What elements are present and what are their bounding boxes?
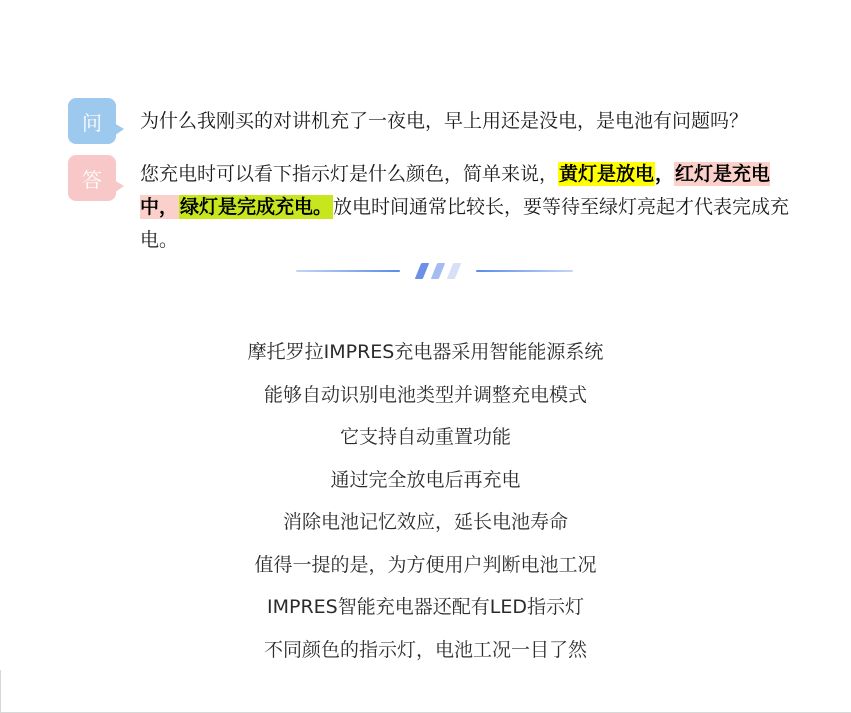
answer-segment-plain-2: 放电时间通常比较长，要等待至绿灯亮起才代表完成充电。	[140, 196, 790, 251]
answer-segment-comma: ，	[655, 163, 675, 185]
answer-segment-plain-1: 您充电时可以看下指示灯是什么颜色，简单来说，	[140, 163, 559, 185]
page-edge-left	[0, 670, 1, 713]
body-line: IMPRES智能充电器还配有LED指示灯	[267, 596, 584, 618]
section-divider	[296, 262, 577, 280]
divider-line-right	[476, 270, 573, 272]
question-badge	[68, 98, 116, 144]
answer-badge	[68, 155, 116, 201]
slash-icon-3	[447, 263, 461, 279]
body-line: 能够自动识别电池类型并调整充电模式	[263, 383, 587, 406]
pixel-artifact	[47, 679, 56, 682]
body-line: 消除电池记忆效应，延长电池寿命	[282, 511, 568, 533]
answer-badge-label: 答	[82, 167, 102, 192]
body-line: 值得一提的是，为方便用户判断电池工况	[254, 553, 597, 576]
slash-icon-2	[431, 263, 445, 279]
answer-badge-tail	[114, 180, 124, 193]
answer-segment-highlight-green: 绿灯是完成充电。	[180, 196, 333, 218]
question-text: 为什么我刚买的对讲机充了一夜电，早上用还是没电，是电池有问题吗？	[140, 110, 749, 132]
body-line: 不同颜色的指示灯，电池工况一目了然	[263, 638, 587, 661]
divider-line-left	[296, 270, 400, 272]
slash-icon-1	[415, 263, 429, 279]
divider-slashes-icon	[414, 263, 462, 279]
body-line: 通过完全放电后再充电	[330, 468, 521, 491]
question-badge-tail	[114, 123, 124, 136]
question-row	[68, 98, 748, 144]
answer-segment-highlight-yellow: 黄灯是放电	[559, 163, 655, 185]
body-line: 摩托罗拉IMPRES充电器采用智能能源系统	[247, 341, 604, 363]
body-line: 它支持自动重置功能	[339, 426, 511, 448]
answer-row	[68, 155, 808, 257]
answer-segment-highlight-pink: 红灯是充电中，	[140, 163, 771, 218]
answer-text	[140, 158, 808, 257]
body-text	[0, 331, 851, 671]
question-badge-label: 问	[82, 110, 102, 135]
